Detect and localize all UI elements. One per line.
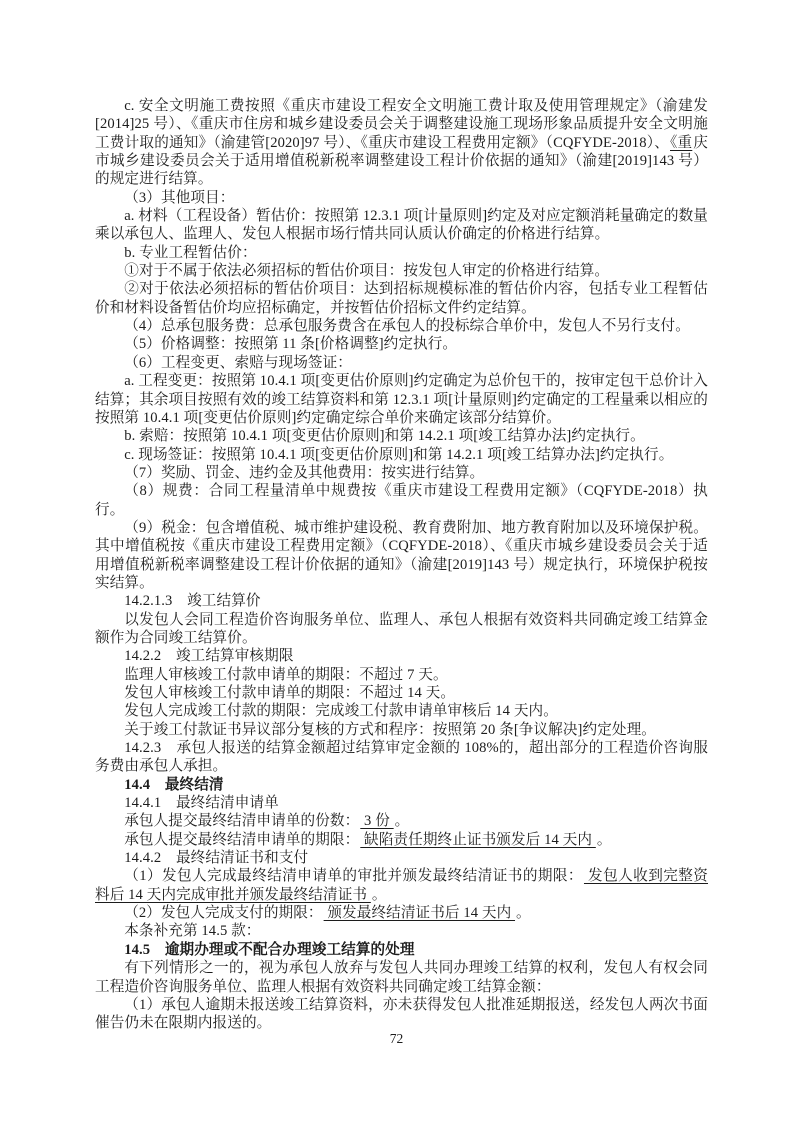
paragraph xyxy=(95,702,708,720)
section-heading xyxy=(95,776,708,794)
text-run: a. 材料（工程设备）暂估价：按照第 12.3.1 项[计量原则]约定及对应定额消耗量确定的数量乘以承包人、监理人、发包人根据市场行情共同认质认价确定的价格进行结算。 xyxy=(95,208,708,243)
text-run: （2）发包人完成支付的期限： xyxy=(124,905,323,922)
paragraph xyxy=(95,794,708,812)
text-run: 本条补充第 14.5 款： xyxy=(124,923,261,940)
text-run: 承包人提交最终结清申请单的份数： xyxy=(124,813,360,830)
text-run: （6）工程变更、索赔与现场签证： xyxy=(124,354,352,371)
text-run: （7）奖励、罚金、违约金及其他费用：按实进行结算。 xyxy=(124,464,485,481)
paragraph xyxy=(95,684,708,702)
text-run: （4）总承包服务费：总承包服务费含在承包人的投标综合单价中，发包人不另行支付。 xyxy=(124,318,690,335)
text-run: （8）规费：合同工程量清单中规费按《重庆市建设工程费用定额》（CQFYDE-2018）执行。 xyxy=(95,483,708,518)
paragraph xyxy=(95,904,708,922)
text-run: c. 现场签证：按照第 10.4.1 项[变更估价原则]和第 14.2.1 项[竣工结算办法]约定执行。 xyxy=(124,446,674,463)
filled-blank: 3 份 xyxy=(360,813,394,830)
paragraph xyxy=(95,372,708,427)
filled-blank: 发包人收到完整资料后 14 天内完成审批并颁发最终结清证书 xyxy=(95,868,708,903)
text-run: 庆市城乡建设委员会关于适用增值税新税率调整建设工程计价依据的通知》（渝建[2019]143 号）的规定进行结算。 xyxy=(95,134,708,188)
paragraph xyxy=(95,354,708,372)
filled-blank: 缺陷责任期终止证书颁发后 14 天内 xyxy=(360,831,596,848)
paragraph xyxy=(95,831,708,849)
text-run: 14.4.2 最终结清证书和支付 xyxy=(124,850,309,867)
paragraph xyxy=(95,867,708,904)
paragraph xyxy=(95,464,708,482)
text-run: 关于竣工付款证书异议部分复核的方式和程序：按照第 20 条[争议解决]约定处理。 xyxy=(124,721,656,738)
paragraph xyxy=(95,189,708,207)
text-run: 发包人审核竣工付款申请单的期限：不超过 14 天。 xyxy=(124,685,456,701)
paragraph xyxy=(95,647,708,665)
text-run: 14.4.1 最终结清申请单 xyxy=(124,795,279,812)
text-run: 。 xyxy=(516,905,531,922)
paragraph xyxy=(95,262,708,280)
text-run: 14.2.2 竣工结算审核期限 xyxy=(124,648,294,665)
page-number: 72 xyxy=(389,1031,404,1046)
paragraph xyxy=(95,335,708,353)
text-run: 14.2.1.3 竣工结算价 xyxy=(124,593,261,610)
paragraph xyxy=(95,849,708,867)
filled-blank: 《重 xyxy=(670,134,693,151)
text-run: a. 工程变更：按照第 10.4.1 项[变更估价原则]约定确定为总价包干的，按审定包干总价计入结算；其余项目按照有效的竣工结算资料和第 12.3.1 项[计量原则]约定确定的工程量乘以相应的按照第 10.4.1 项[变更估价原则]约定确定综合单价来确定该部分结算价。 xyxy=(95,373,708,426)
text-run: c. 安全文明施工费按照《重庆市建设工程安全文明施工费计取及使用管理规定》（渝建发[2014]25 号）、《重庆市住房和城乡建设委员会关于调整建设施工现场形象品质提升安全文明施工费计取的通知》（渝建管[2020]97 号）、《重庆市建设工程费用定额》（CQFYDE-2018）、 xyxy=(95,98,708,151)
section-heading xyxy=(95,941,708,959)
text-run: ②对于依法必须招标的暂估价项目：达到招标规模标准的暂估价内容，包括专业工程暂估价和材料设备暂估价均应招标确定，并按暂估价招标文件约定结算。 xyxy=(95,281,708,316)
document-body xyxy=(95,97,708,1033)
text-run: （1）发包人完成最终结清申请单的审批并颁发最终结清证书的期限： xyxy=(124,868,583,885)
paragraph xyxy=(95,592,708,610)
paragraph xyxy=(95,611,708,648)
text-run: ①对于不属于依法必须招标的暂估价项目：按发包人审定的价格进行结算。 xyxy=(124,263,610,280)
paragraph xyxy=(95,812,708,830)
text-run: 14.2.3 承包人报送的结算金额超过结算审定金额的 108%的，超出部分的工程造价咨询服务费由承包人承担。 xyxy=(95,740,708,775)
text-run: 承包人提交最终结清申请单的期限： xyxy=(124,831,360,848)
filled-blank: 颁发最终结清证书后 14 天内 xyxy=(323,905,516,922)
paragraph xyxy=(95,280,708,317)
paragraph xyxy=(95,427,708,445)
paragraph xyxy=(95,666,708,684)
paragraph xyxy=(95,97,708,189)
paragraph xyxy=(95,244,708,262)
text-run: 14.5 逾期办理或不配合办理竣工结算的处理 xyxy=(124,941,415,958)
text-run: 监理人审核竣工付款申请单的期限：不超过 7 天。 xyxy=(124,666,448,683)
text-run: （5）价格调整：按照第 11 条[价格调整]约定执行。 xyxy=(124,336,458,353)
text-run: b. 索赔：按照第 10.4.1 项[变更估价原则]和第 14.2.1 项[竣工结算办法]约定执行。 xyxy=(124,428,645,445)
text-run: （3）其他项目： xyxy=(124,189,235,206)
text-run: 。 xyxy=(596,831,612,848)
paragraph xyxy=(95,996,708,1033)
paragraph xyxy=(95,317,708,335)
text-run: 。 xyxy=(394,813,410,830)
paragraph xyxy=(95,739,708,776)
text-run: b. 专业工程暂估价： xyxy=(124,244,257,261)
text-run: 以发包人会同工程造价咨询服务单位、监理人、承包人根据有效资料共同确定竣工结算金额作为合同竣工结算价。 xyxy=(95,611,708,646)
text-run: 。 xyxy=(371,886,387,903)
paragraph xyxy=(95,446,708,464)
text-run: （9）税金：包含增值税、城市维护建设税、教育费附加、地方教育附加以及环境保护税。其中增值税按《重庆市建设工程费用定额》（CQFYDE-2018）、《重庆市城乡建设委员会关于适用增值税新税率调整建设工程计价依据的通知》（渝建[2019]143 号）规定执行，环境保护税按实结算。 xyxy=(95,519,708,591)
paragraph xyxy=(95,482,708,519)
text-run: 发包人完成竣工付款的期限：完成竣工付款申请单审核后 14 天内。 xyxy=(124,703,558,720)
paragraph xyxy=(95,721,708,739)
text-run: 有下列情形之一的，视为承包人放弃与发包人共同办理竣工结算的权利，发包人有权会同工程造价咨询服务单位、监理人根据有效资料共同确定竣工结算金额： xyxy=(95,960,708,995)
text-run: 14.4 最终结清 xyxy=(124,776,224,793)
paragraph xyxy=(95,207,708,244)
paragraph xyxy=(95,519,708,592)
text-run: （1）承包人逾期未报送竣工结算资料，亦未获得发包人批准延期报送，经发包人两次书面催告仍未在限期内报送的。 xyxy=(95,996,708,1032)
paragraph xyxy=(95,959,708,996)
paragraph xyxy=(95,922,708,940)
